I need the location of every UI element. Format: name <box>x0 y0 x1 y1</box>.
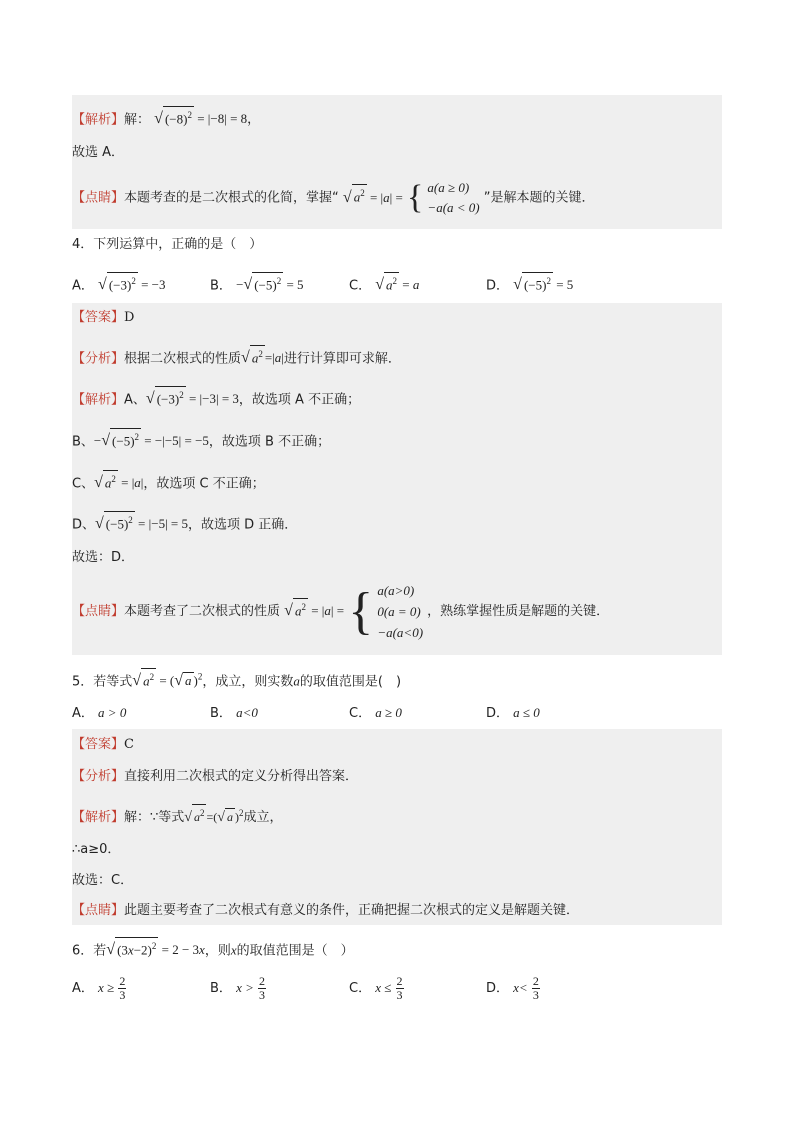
q5-stem-formula: √ $a^2$ = (√ a )$^2$ <box>132 673 202 688</box>
q4-solution-d: D、√ $(-5)^2 = |-5| = 5$，故选项 D 正确． <box>72 511 297 535</box>
q4-answer: D <box>124 310 135 325</box>
q4-option-d: D． √ $(-5)^2 = 5$ <box>486 272 573 296</box>
q4-stem: 4．下列运算中，正确的是（ ） <box>72 237 263 252</box>
q3-comment-line <box>72 178 595 218</box>
q5-stem: 5．若等式√ $a^2$ = (√ a )$^2$，成立，则实数a的取值范围是( ) <box>72 667 401 692</box>
q3-analysis-line <box>72 106 260 130</box>
q5-comment-line: 【点睛】此题主要考查了二次根式有意义的条件，正确把握二次根式的定义是解题关键． <box>72 903 580 918</box>
q4-option-a: A． √ $(-3)^2 = -3$ <box>72 272 166 296</box>
fraction: $\frac{2}{3}$ <box>396 974 403 1002</box>
q5-option-b: B． a<0 <box>210 705 258 721</box>
q4-analysis-line: 【分析】根据二次根式的性质√ $a^2 =|a|$进行计算即可求解． <box>72 345 401 369</box>
q5-option-d: D． a ≤ 0 <box>486 705 540 721</box>
q3-comment-text-a: 本题考查的是二次根式的化简，掌握“ <box>124 190 339 206</box>
q6-stem: 6．若√ $(3x-2)^2 = 2 - 3x$，则x的取值范围是（ ） <box>72 937 354 961</box>
q3-comment-formula: √ $a^2 = |a|$ = <box>343 190 403 205</box>
q4-solution-b: B、−√ $(-5)^2 = -|-5| = -5$，故选项 B 不正确； <box>72 428 330 452</box>
q3-formula: √ $(-8)^2 = |-8| = 8$， <box>154 111 260 126</box>
fraction: $\frac{2}{3}$ <box>259 974 265 1002</box>
brace-symbol: { <box>406 179 424 216</box>
q6-option-b: B． x > $\frac{2}{3}$ <box>210 974 265 1002</box>
analysis-tag: 【解析】 <box>72 112 125 128</box>
q4-solution-c: C、√ $a^2 = |a|$，故选项 C 不正确； <box>72 470 265 494</box>
q4-analysis-formula: √ $a^2 =|a|$ <box>241 350 284 365</box>
analysis-prefix: 解： <box>124 112 151 128</box>
q3-conclusion: 故选 A． <box>72 145 125 160</box>
brace-symbol: { <box>348 582 374 640</box>
q4-conclusion: 故选：D． <box>72 550 135 565</box>
comment-tag: 【点睛】 <box>72 190 125 206</box>
fraction: $\frac{2}{3}$ <box>119 974 126 1002</box>
q6-option-c: C． x ≤ $\frac{2}{3}$ <box>349 974 403 1002</box>
q4-answer-line <box>72 308 134 328</box>
q5-conclusion: 故选：C． <box>72 873 134 888</box>
q4-comment-formula: √ $a^2 = |a|$ = <box>284 603 344 618</box>
q5-analysis-line: 【分析】直接利用二次根式的定义分析得出答案． <box>72 769 359 784</box>
q4-option-b: B． −√ $(-5)^2 = 5$ <box>210 272 304 296</box>
q3-comment-text-b: ”是解本题的关键． <box>483 190 595 206</box>
q5-option-a: A． a > 0 <box>72 705 127 721</box>
q4-cases: a(a>0) 0(a = 0) −a(a<0) <box>377 583 424 640</box>
q5-option-c: C． a ≥ 0 <box>349 705 402 721</box>
q5-solution-line: 【解析】解：∵等式√ $a^2$ =(√ a )$^2$成立， <box>72 803 282 828</box>
q6-option-d: D． x< $\frac{2}{3}$ <box>486 974 539 1002</box>
q6-stem-formula: √ $(3x-2)^2 = 2 - 3x$ <box>106 942 205 957</box>
q6-option-a: A． x ≥ $\frac{2}{3}$ <box>72 974 126 1002</box>
q5-therefore: ∴a≥0． <box>72 842 121 857</box>
q5-answer-line: 【答案】C <box>72 737 134 752</box>
fraction: $\frac{2}{3}$ <box>532 974 539 1002</box>
q4-option-c: C． √ $a^2 = a$ <box>349 272 419 296</box>
q4-comment-line: 【点睛】本题考查了二次根式的性质 √ $a^2 = |a|$ = { a(a>0) 0(a = 0) −a(a<0) ，熟练掌握性质是解题的关键． <box>72 580 609 643</box>
q3-cases: a(a ≥ 0) −a(a < 0) <box>427 180 480 215</box>
q4-solution-a: 【解析】A、√ $(-3)^2 = |-3| = 3$，故选项 A 不正确； <box>72 386 360 410</box>
answer-tag: 【答案】 <box>72 310 125 325</box>
